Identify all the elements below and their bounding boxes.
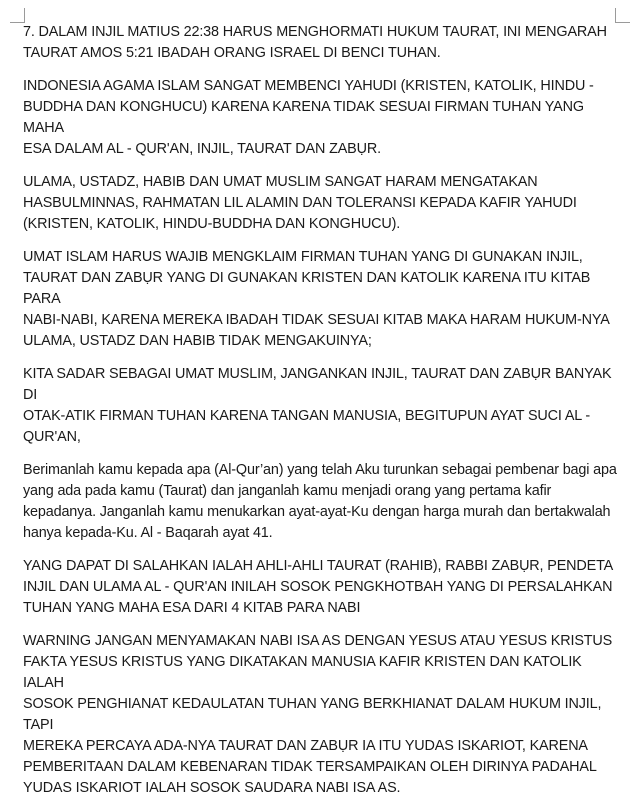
paragraph[interactable]: KITA SADAR SEBAGAI UMAT MUSLIM, JANGANKAN INJIL, TAURAT DAN ZABỤR BANYAK DI OTAK-ATIK FIRMAN TUHAN KARENA TANGAN MANUSIA, BEGITUPUN AYAT SUCI AL - QUR'AN,: [23, 366, 612, 445]
page-margin-corner-top-left: [10, 8, 25, 23]
paragraph[interactable]: Berimanlah kamu kepada apa (Al-Qur’an) yang telah Aku turunkan sebagai pembenar bagi apa yang ada pada kamu (Taurat) dan janganlah kamu menjadi orang yang pertama kafir kepadanya. Janganlah kamu menukarkan ayat-ayat-Ku dengan harga murah dan bertakwalah hanya kepada-Ku. Al - Baqarah ayat 41.: [23, 462, 617, 541]
page-margin-corner-top-right: [615, 8, 630, 23]
paragraph[interactable]: INDONESIA AGAMA ISLAM SANGAT MEMBENCI YAHUDI (KRISTEN, KATOLIK, HINDU - BUDDHA DAN KONGHUCU) KARENA KARENA TIDAK SESUAI FIRMAN TUHAN YANG MAHA ESA DALAM AL - QUR'AN, INJIL, TAURAT DAN ZABỤR.: [23, 78, 594, 157]
document-body[interactable]: [23, 22, 619, 811]
paragraph[interactable]: 7. DALAM INJIL MATIUS 22:38 HARUS MENGHORMATI HUKUM TAURAT, INI MENGARAH TAURAT AMOS 5:21 IBADAH ORANG ISRAEL DI BENCI TUHAN.: [23, 24, 607, 61]
paragraph[interactable]: YANG DAPAT DI SALAHKAN IALAH AHLI-AHLI TAURAT (RAHIB), RABBI ZABỤR, PENDETA INJIL DAN ULAMA AL - QUR'AN INILAH SOSOK PENGKHOTBAH YANG DI PERSALAHKAN TUHAN YANG MAHA ESA DARI 4 KITAB PARA NABI: [23, 558, 614, 616]
paragraph[interactable]: ULAMA, USTADZ, HABIB DAN UMAT MUSLIM SANGAT HARAM MENGATAKAN HASBULMINNAS, RAHMATAN LIL ALAMIN DAN TOLERANSI KEPADA KAFIR YAHUDI (KRISTEN, KATOLIK, HINDU-BUDDHA DAN KONGHUCU).: [23, 174, 577, 232]
paragraph[interactable]: WARNING JANGAN MENYAMAKAN NABI ISA AS DENGAN YESUS ATAU YESUS KRISTUS FAKTA YESUS KRISTUS YANG DIKATAKAN MANUSIA KAFIR KRISTEN DAN KATOLIK IALAH SOSOK PENGHIANAT KEDAULATAN TUHAN YANG BERKHIANAT DALAM HUKUM INJIL, TAPI MEREKA PERCAYA ADA-NYA TAURAT DAN ZABỤR IA ITU YUDAS ISKARIOT, KARENA PEMBERITAAN DALAM KEBENARAN TIDAK TERSAMPAIKAN OLEH DIRINYA PADAHAL YUDAS ISKARIOT IALAH SOSOK SAUDARA NABI ISA AS.: [23, 633, 613, 796]
paragraph[interactable]: UMAT ISLAM HARUS WAJIB MENGKLAIM FIRMAN TUHAN YANG DI GUNAKAN INJIL, TAURAT DAN ZABỤR YANG DI GUNAKAN KRISTEN DAN KATOLIK KARENA ITU KITAB PARA NABI-NABI, KARENA MEREKA IBADAH TIDAK SESUAI KITAB MAKA HARAM HUKUM-NYA ULAMA, USTADZ DAN HABIB TIDAK MENGAKUINYA;: [23, 249, 610, 349]
